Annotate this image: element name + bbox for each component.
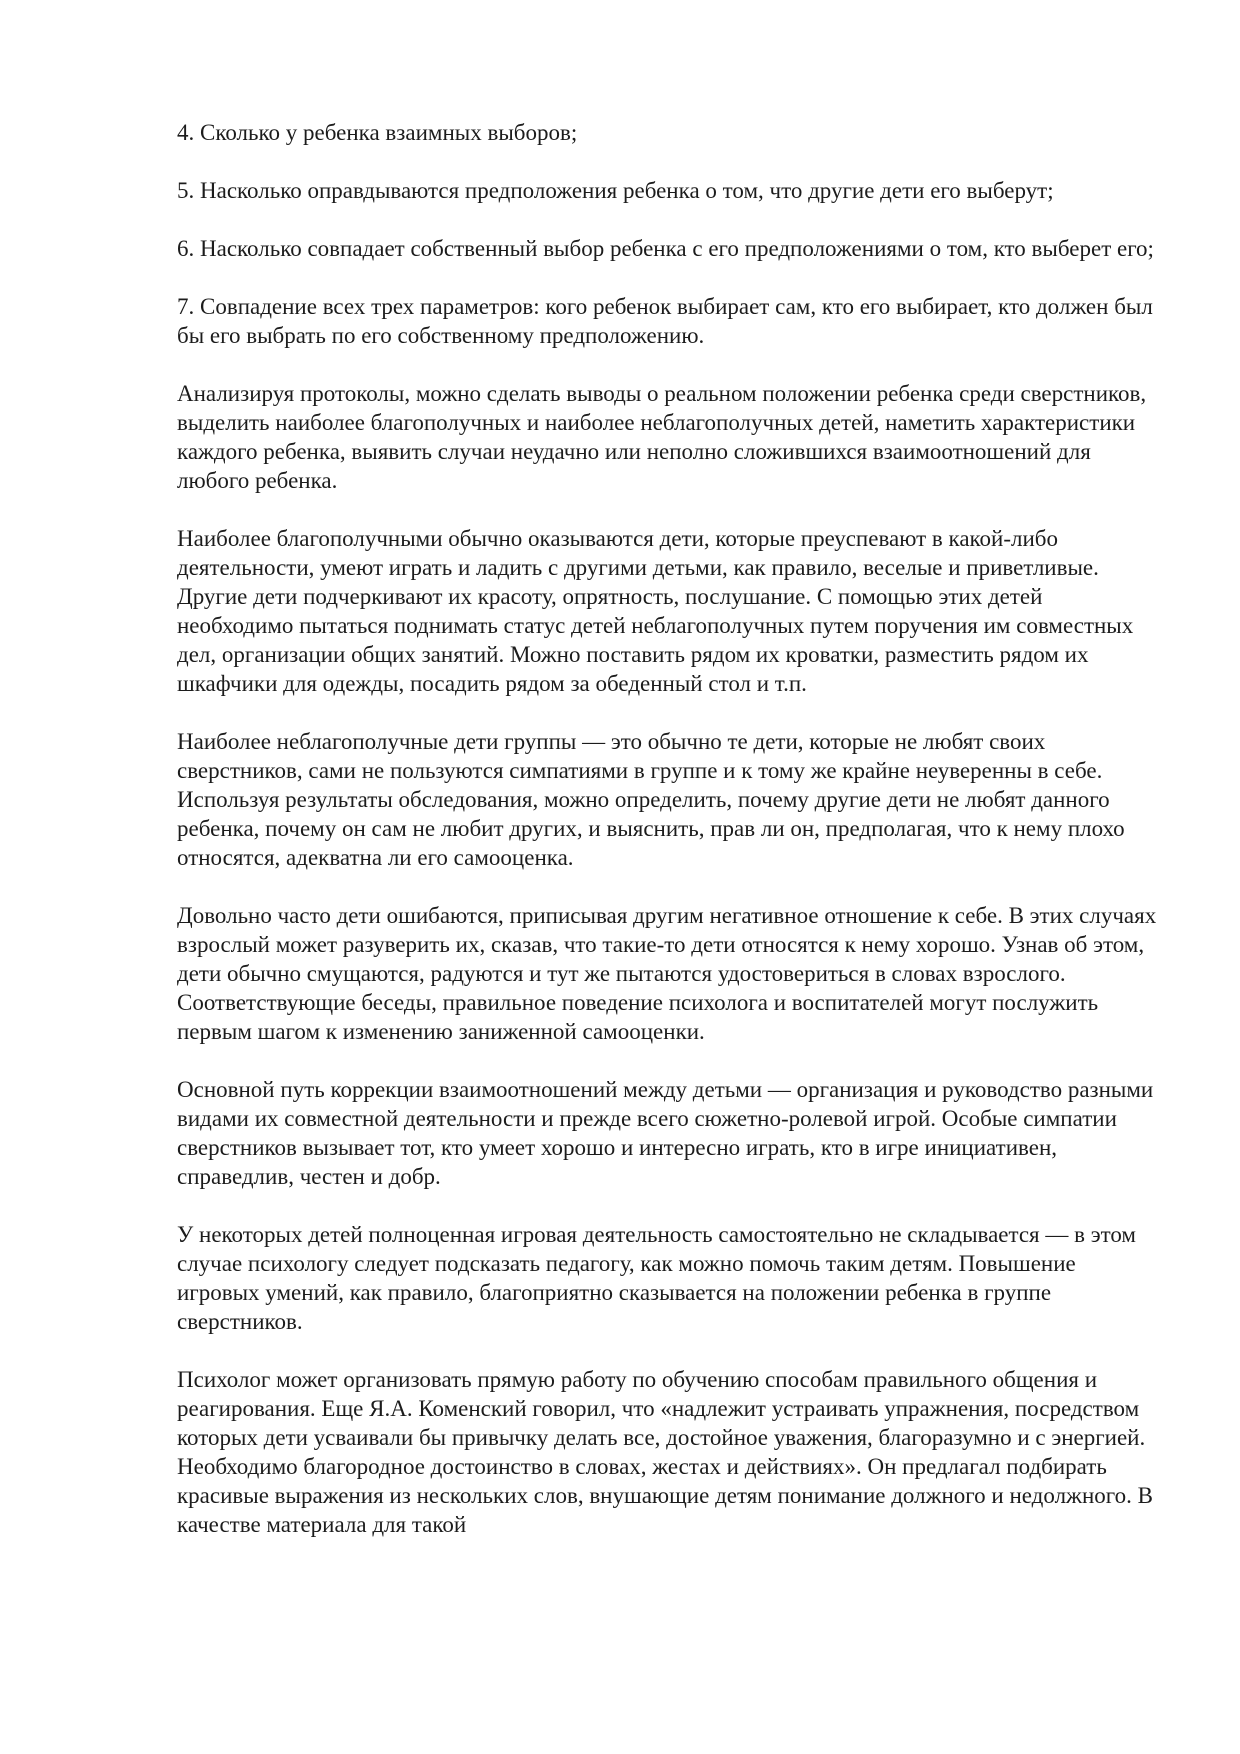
list-item-expectations: 5. Насколько оправдываются предположения ребенка о том, что другие дети его выберут; [177, 178, 1054, 203]
paragraph-protocol-analysis: Анализируя протоколы, можно сделать выводы о реальном положении ребенка среди сверстников, выделить наиболее благополучных и наиболее неблагополучных детей, наметить характеристики каждого ребенка, выявить случаи неудачно или неполно сложившихся взаимоотношений для любого ребенка. [177, 381, 1147, 493]
list-item-own-choice-match: 6. Насколько совпадает собственный выбор ребенка с его предположениями о том, кто выберет его; [177, 236, 1154, 261]
paragraph-comenius: Психолог может организовать прямую работу по обучению способам правильного общения и реагирования. Еще Я.А. Коменский говорил, что «надлежит устраивать упражнения, посредством которых дети усваивали бы привычку делать все, достойное уважения, благоразумно и с энергией. Необходимо благородное достоинство в словах, жестах и действиях». Он предлагал подбирать красивые выражения из нескольких слов, внушающие детям понимание должного и недолжного. В качестве материала для такой [177, 1367, 1153, 1537]
paragraph-play-activity: У некоторых детей полноценная игровая деятельность самостоятельно не складывается — в этом случае психологу следует подсказать педагогу, как можно помочь таким детям. Повышение игровых умений, как правило, благоприятно сказывается на положении ребенка в группе сверстников. [177, 1222, 1136, 1334]
body-text [177, 118, 1157, 1539]
paragraph-correction-path: Основной путь коррекции взаимоотношений между детьми — организация и руководство разными видами их совместной деятельности и прежде всего сюжетно-ролевой игрой. Особые симпатии сверстников вызывает тот, кто умеет хорошо и интересно играть, кто в игре инициативен, справедлив, честен и добр. [177, 1077, 1154, 1189]
paragraph-well-off-children: Наиболее благополучными обычно оказываются дети, которые преуспевают в какой-либо деятельности, умеют играть и ладить с другими детьми, как правило, веселые и приветливые. Другие дети подчеркивают их красоту, опрятность, послушание. С помощью этих детей необходимо пытаться поднимать статус детей неблагополучных путем поручения им совместных дел, организации общих занятий. Можно поставить рядом их кроватки, разместить рядом их шкафчики для одежды, посадить рядом за обеденный стол и т.п. [177, 526, 1134, 696]
paragraph-self-esteem: Довольно часто дети ошибаются, приписывая другим негативное отношение к себе. В этих случаях взрослый может разуверить их, сказав, что такие-то дети относятся к нему хорошо. Узнав об этом, дети обычно смущаются, радуются и тут же пытаются удостовериться в словах взрослого. Соответствующие беседы, правильное поведение психолога и воспитателей могут послужить первым шагом к изменению заниженной самооценки. [177, 903, 1157, 1044]
list-item-three-parameters: 7. Совпадение всех трех параметров: кого ребенок выбирает сам, кто его выбирает, кто должен был бы его выбрать по его собственному предположению. [177, 294, 1153, 348]
list-item-mutual-choices: 4. Сколько у ребенка взаимных выборов; [177, 120, 578, 145]
paragraph-disadvantaged-children: Наиболее неблагополучные дети группы — это обычно те дети, которые не любят своих сверстников, сами не пользуются симпатиями в группе и к тому же крайне неуверенны в себе. Используя результаты обследования, можно определить, почему другие дети не любят данного ребенка, почему он сам не любит других, и выяснить, прав ли он, предполагая, что к нему плохо относятся, адекватна ли его самооценка. [177, 729, 1125, 870]
